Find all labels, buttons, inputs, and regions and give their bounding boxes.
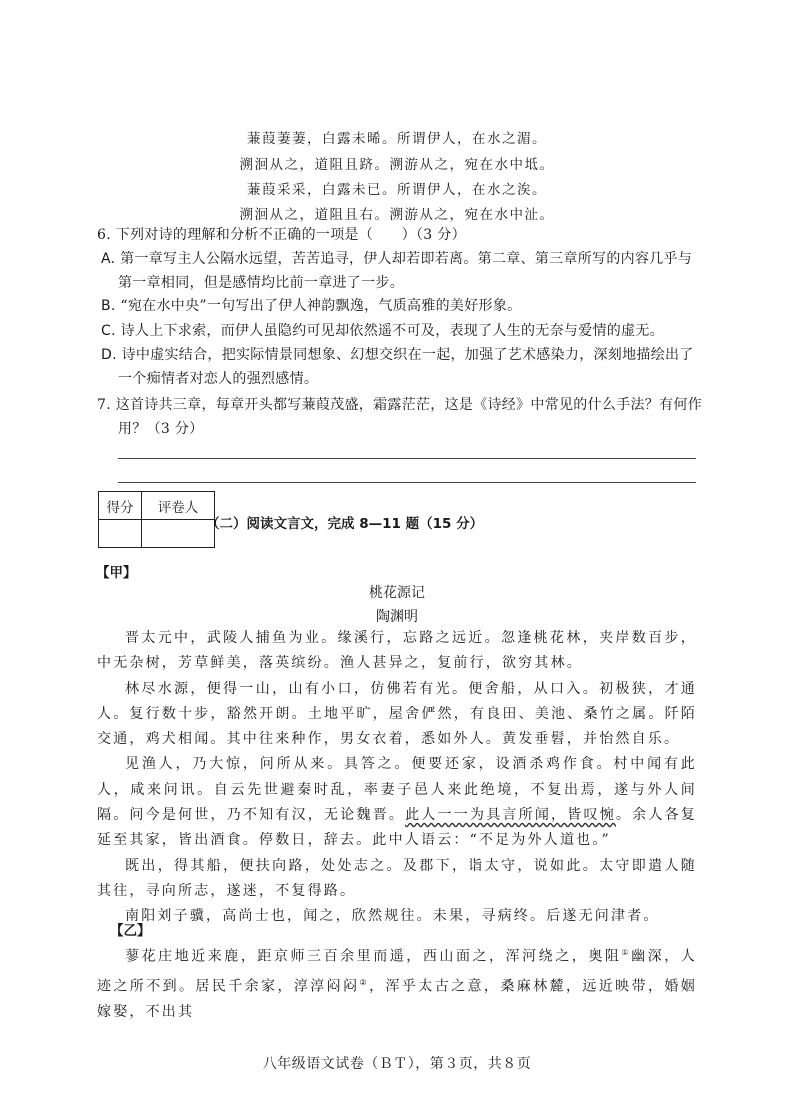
score-cell [99,520,142,548]
score-box [98,491,215,548]
page-footer: 八年级语文试卷（ＢＴ），第３页，共８页 [262,1056,532,1072]
paragraph-text: 幽深，人迹之所不到。居民千余家，淳淳闷闷 [97,948,697,995]
answer-line [118,482,696,483]
option-label: C. [101,323,116,339]
paragraph-text: 见渔人，乃大惊，问所从来。具答之。便要还家，设酒杀鸡作食。村中闻有此人，咸来问讯。自云先世避秦时乱，率妻子邑人来此绝境，不复出焉，遂与外人间隔。问今是何世，乃不知有汉，无论魏晋。 [97,756,697,824]
footnote-marker: ① [621,948,632,957]
paragraph-text: ，浑乎太古之意，桑麻林麓，远近映带，婚姻嫁娶，不出其 [97,978,697,1020]
poem-line: 溯洄从之，道阻且右。溯游从之，宛在水中沚。 [239,207,555,223]
answer-line [118,458,696,459]
question-7-stem: 7. 这首诗共三章，每章开头都写蒹葭茂盛，霜露茫茫，这是《诗经》中常见的什么手法？有何作用？（3 分） [97,397,703,437]
question-6-option-c [101,319,711,343]
grader-cell [142,520,215,548]
question-6-option-d [101,343,698,391]
option-text: 诗人上下求索，而伊人虽隐约可见却依然遥不可及，表现了人生的无奈与爱情的虚无。 [120,323,664,339]
passage-yi-tag: 【乙】 [110,923,151,939]
passage-author: 陶渊明 [376,609,418,625]
option-label: A. [101,251,116,267]
poem-line: 蒹葭萋萋，白露未晞。所谓伊人，在水之湄。 [247,131,547,147]
option-text: 诗中虚实结合，把实际情景同想象、幻想交织在一起，加强了艺术感染力，深刻地描绘出了一个痴情者对恋人的强烈感情。 [118,347,694,387]
option-text: “宛在水中央”一句写出了伊人神韵飘逸，气质高雅的美好形象。 [120,298,522,314]
paragraph: 既出，得其船，便扶向路，处处志之。及郡下，诣太守，说如此。太守即遣人随其往，寻向所志，遂迷，不复得路。 [97,857,697,899]
question-6-option-a [101,247,698,295]
passage-yi-body [97,940,697,1025]
paragraph: 南阳刘子骥，高尚士也，闻之，欣然规往。未果，寻病终。后遂无问津者。 [125,908,660,925]
question-6-option-b [101,294,681,318]
paragraph [97,752,697,853]
wavy-underlined-sentence: 此人一一为具言所闻，皆叹惋 [405,807,616,824]
paragraph: 晋太元中，武陵人捕鱼为业。缘溪行，忘路之远近。忽逢桃花林，夹岸数百步，中无杂树，芳草鲜美，落英缤纷。渔人甚异之，复前行，欲穷其林。 [97,630,697,672]
poem-line: 溯洄从之，道阻且跻。溯游从之，宛在水中坻。 [239,157,555,173]
section-heading: （二）阅读文言文，完成 8—11 题（15 分） [206,516,484,532]
passage-title: 桃花源记 [369,585,425,601]
paragraph [97,940,697,1025]
passage-jia-tag: 【甲】 [96,565,137,581]
option-text: 第一章写主人公隔水远望，苦苦追寻，伊人却若即若离。第二章、第三章所写的内容几乎与第一章相同，但是感情均比前一章进了一步。 [118,251,693,291]
grader-label: 评卷人 [142,492,215,520]
footnote-marker: ② [359,977,370,987]
option-label: D. [101,347,117,363]
option-label: B. [101,298,116,314]
passage-jia-body [97,626,697,930]
paragraph: 林尽水源，便得一山，山有小口，仿佛若有光。便舍船，从口入。初极狭，才通人。复行数十步，豁然开朗。土地平旷，屋舍俨然，有良田、美池、桑竹之属。阡陌交通，鸡犬相闻。其中往来种作，男女衣着，悉如外人。黄发垂髫，并怡然自乐。 [97,680,697,748]
question-6-stem: 6. 下列对诗的理解和分析不正确的一项是（ ）（3 分） [97,227,466,243]
score-label: 得分 [99,492,142,520]
poem-line: 蒹葭采采，白露未已。所谓伊人，在水之涘。 [247,182,547,198]
paragraph-text: 。余人各复延至其家，皆出酒食。停数日，辞去。此中人语云：“不足为外人道也。” [97,807,697,849]
paragraph-text: 蓼花庄地近来鹿，距京师三百余里而遥，西山面之，浑河绕之，奥阻 [125,948,622,965]
